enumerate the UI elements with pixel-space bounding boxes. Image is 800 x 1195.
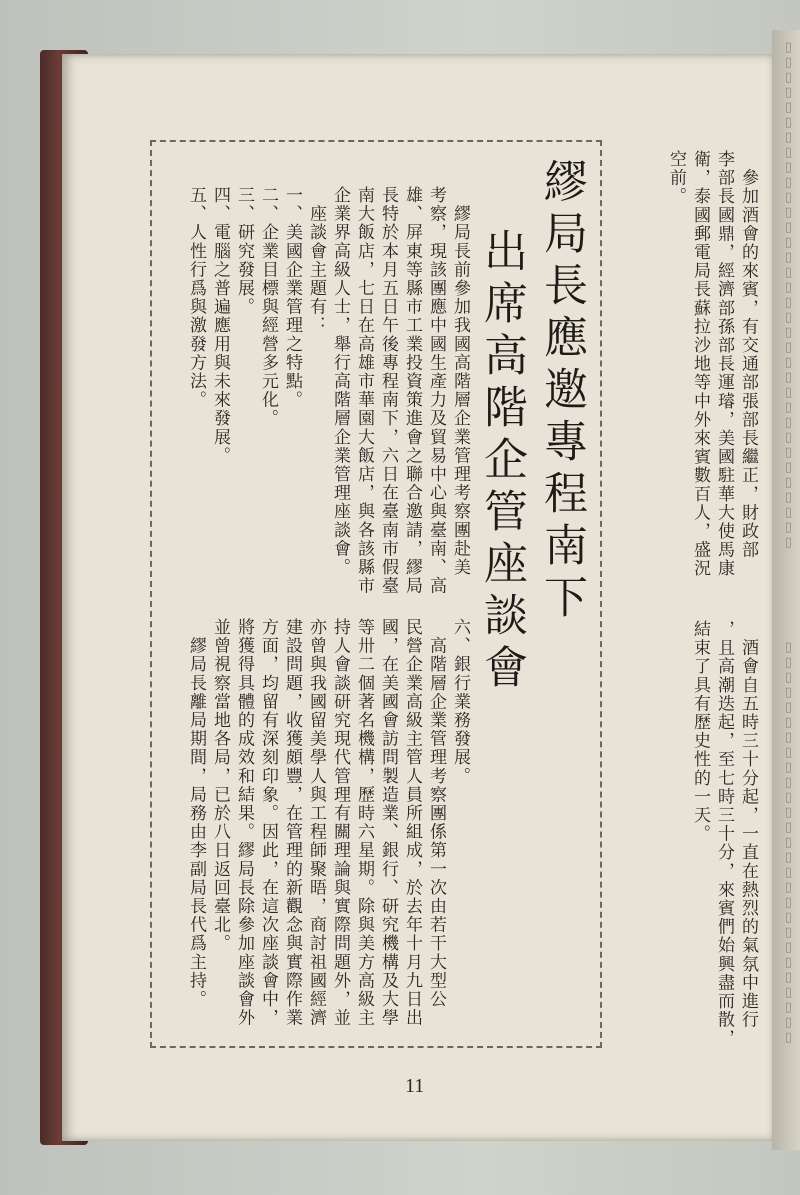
text-column: 國，在美國會訪問製造業、銀行、研究機構及大學 — [378, 618, 398, 1028]
text-column: 二、企業目標與經營多元化。 — [258, 186, 278, 428]
text-column: 參加酒會的來賓，有交通部張部長繼正，財政部 — [738, 150, 758, 560]
page-number: 11 — [405, 1075, 425, 1097]
text-column: 六、銀行業務發展。 — [450, 618, 470, 786]
text-column: 等卅二個著名機構，歷時六星期。除與美方高級主 — [354, 618, 374, 1028]
text-column: 四、電腦之普遍應用與未來發展。 — [210, 186, 230, 465]
bleed-text: ▯▯▯▯▯▯▯▯▯▯▯▯▯▯▯▯▯▯▯▯▯▯▯▯▯▯▯ — [781, 640, 796, 1045]
text-column: 將獲得具體的成效和結果。繆局長除參加座談會外 — [234, 618, 254, 1028]
text-column: 雄、屏東等縣市工業投資策進會之聯合邀請，繆局 — [402, 186, 422, 596]
text-column: 南大飯店，七日在高雄市華園大飯店，與各該縣市 — [354, 186, 374, 596]
text-column: 座談會主題有： — [306, 186, 326, 335]
text-column: 長特於本月五日午後專程南下，六日在臺南市假臺 — [378, 186, 398, 596]
text-column: 建設問題，收獲頗豐，在管理的新觀念與實際作業 — [282, 618, 302, 1028]
text-column: 結束了具有歷史性的一天。 — [690, 620, 710, 844]
text-column: 衛，泰國郵電局長蘇拉沙地等中外來賓數百人，盛況 — [690, 150, 710, 578]
text-column: 空前。 — [666, 150, 686, 206]
text-column: 方面，均留有深刻印象。因此，在這次座談會中， — [258, 618, 278, 1028]
text-column: 酒會自五時三十分起，一直在熱烈的氣氛中進行 — [738, 620, 758, 1030]
article-title-line-2: 出席高階企管座談會 — [476, 228, 527, 696]
text-column: 李部長國鼎，經濟部孫部長運璿，美國駐華大使馬康 — [714, 150, 734, 578]
next-page-edge — [772, 30, 800, 1150]
text-column: 一、美國企業管理之特點。 — [282, 186, 302, 410]
text-column: 持人會談研究現代管理有關理論與實際問題外，並 — [330, 618, 350, 1028]
text-column: 繆局長前參加我國高階層企業管理考察團赴美 — [450, 186, 470, 577]
text-column: 高階層企業管理考察團係第一次由若干大型公 — [426, 618, 446, 1009]
text-column: 五、人性行爲與激發方法。 — [186, 186, 206, 410]
text-column: 三、研究發展。 — [234, 186, 254, 317]
text-column: 繆局長離局期間，局務由李副局長代爲主持。 — [186, 618, 206, 1009]
text-column: 並曾視察當地各局，已於八日返回臺北。 — [210, 618, 230, 953]
text-column: 亦曾與我國留美學人與工程師聚晤，商討祖國經濟 — [306, 618, 326, 1028]
text-column: ，且高潮迭起，至七時三十分，來賓們始興盡而散， — [714, 620, 734, 1048]
text-column: 民營企業高級主管人員所組成，於去年十月九日出 — [402, 618, 422, 1028]
bleed-text: ▯▯▯▯▯▯▯▯▯▯▯▯▯▯▯▯▯▯▯▯▯▯▯▯▯▯▯▯▯▯▯▯▯▯ — [781, 40, 796, 550]
text-column: 考察，現該團應中國生產力及貿易中心與臺南、高 — [426, 186, 446, 596]
article-title-line-1: 繆局長應邀專程南下 — [536, 158, 587, 626]
text-column: 企業界高級人士，舉行高階層企業管理座談會。 — [330, 186, 350, 577]
